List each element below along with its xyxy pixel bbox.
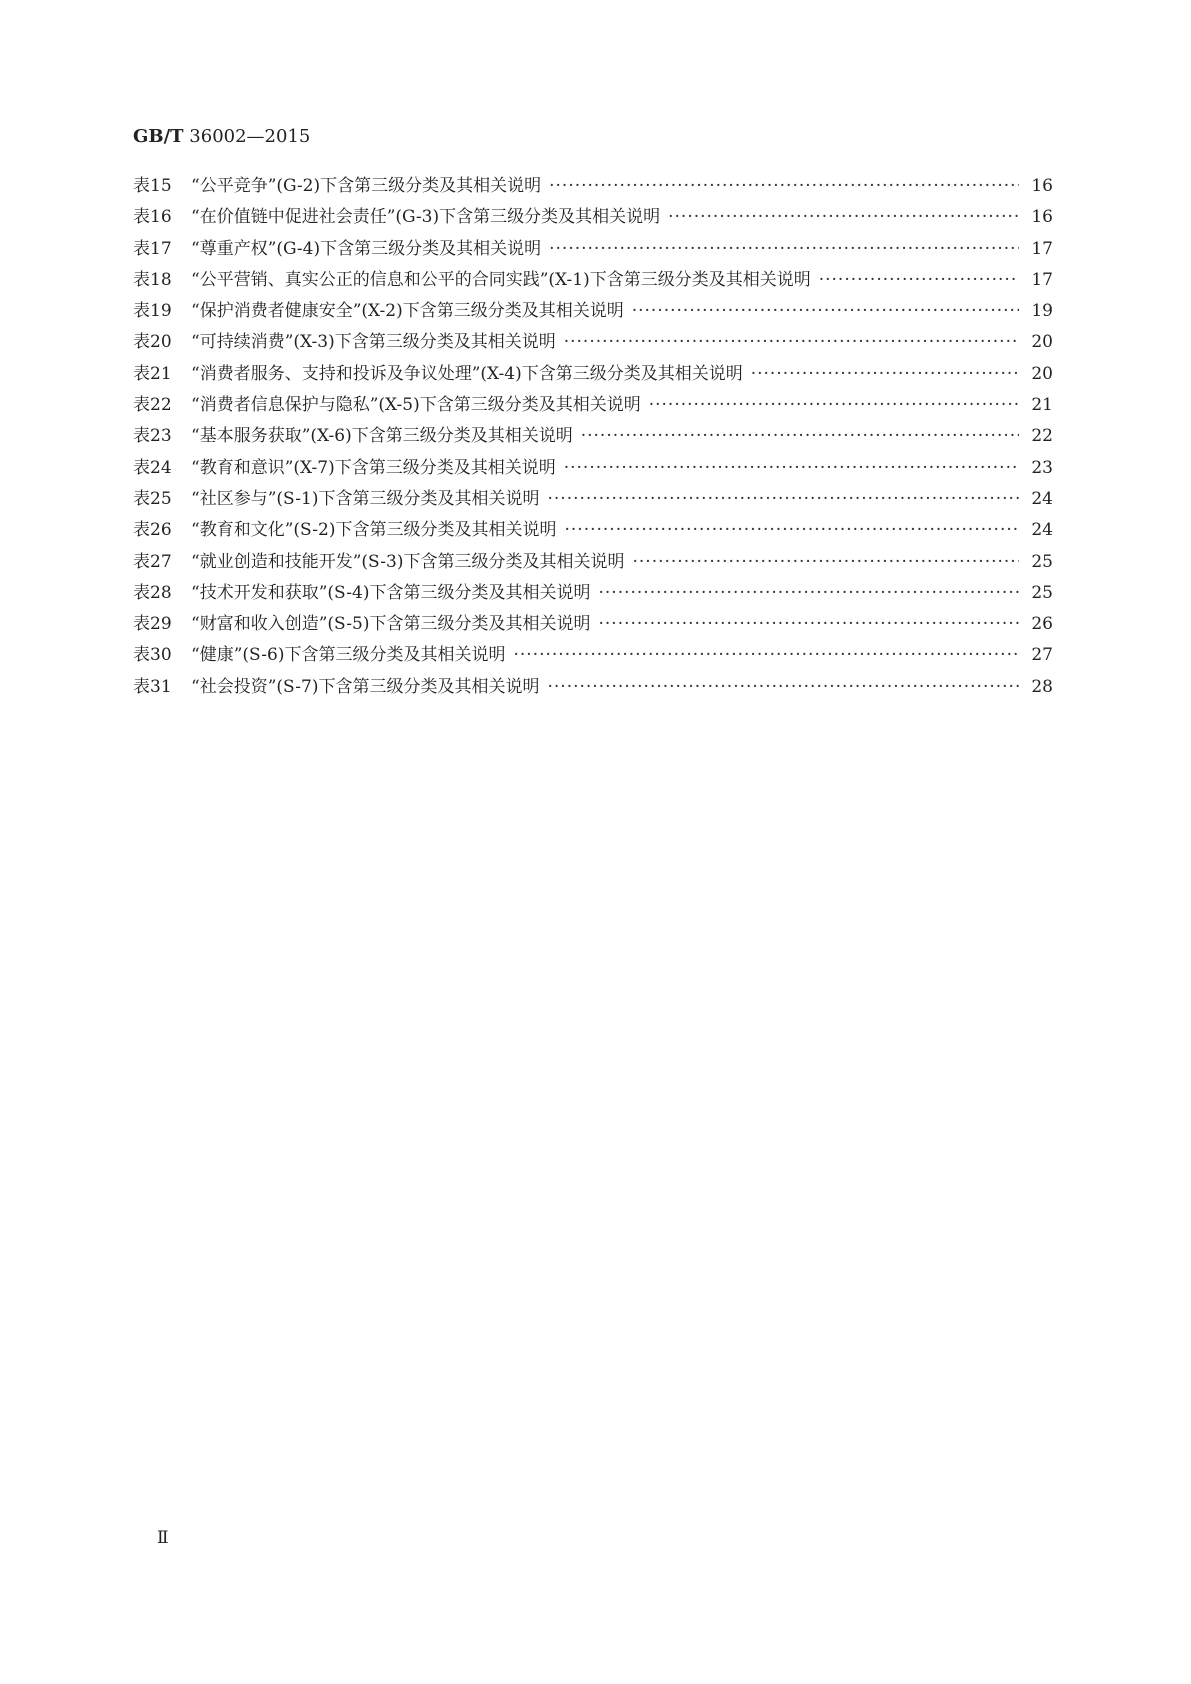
toc-title: “在价值链中促进社会责任”(G-3)下含第三级分类及其相关说明 — [191, 207, 661, 228]
toc-leader-dots — [668, 207, 1019, 227]
toc-page-number: 28 — [1031, 676, 1053, 697]
toc-leader-dots — [632, 301, 1019, 321]
toc-table-number: 表16 — [133, 207, 172, 228]
toc-leader-dots — [564, 332, 1019, 352]
toc-leader-dots — [581, 426, 1019, 446]
toc-leader-dots — [549, 239, 1019, 259]
toc-title: “就业创造和技能开发”(S-3)下含第三级分类及其相关说明 — [191, 551, 625, 572]
toc-table-number: 表22 — [133, 395, 172, 416]
toc-entry[interactable] — [133, 547, 1053, 578]
toc-page-number: 27 — [1031, 645, 1053, 666]
toc-title: “教育和意识”(X-7)下含第三级分类及其相关说明 — [191, 457, 556, 478]
toc-leader-dots — [547, 489, 1019, 509]
toc-leader-dots — [598, 614, 1019, 634]
toc-leader-dots — [564, 458, 1019, 478]
toc-leader-dots — [751, 364, 1019, 384]
toc-entry[interactable] — [133, 484, 1053, 515]
toc-title: “社区参与”(S-1)下含第三级分类及其相关说明 — [191, 488, 540, 509]
toc-page-number: 25 — [1031, 551, 1053, 572]
toc-leader-dots — [549, 176, 1019, 196]
toc-table-number: 表19 — [133, 301, 172, 322]
document-header — [133, 126, 310, 147]
standard-code: GB/T — [133, 126, 184, 147]
toc-table-number: 表24 — [133, 457, 172, 478]
toc-entry[interactable] — [133, 234, 1053, 265]
toc-page-number: 16 — [1031, 207, 1053, 228]
toc-title: “消费者信息保护与隐私”(X-5)下含第三级分类及其相关说明 — [191, 395, 641, 416]
toc-page-number: 23 — [1031, 457, 1053, 478]
toc-page-number: 20 — [1031, 363, 1053, 384]
toc-title: “社会投资”(S-7)下含第三级分类及其相关说明 — [191, 676, 540, 697]
toc-leader-dots — [564, 520, 1019, 540]
toc-table-number: 表18 — [133, 269, 172, 290]
toc-page-number: 16 — [1031, 176, 1053, 196]
page-number: Ⅱ — [157, 1528, 169, 1548]
toc-page-number: 17 — [1031, 269, 1053, 290]
toc-page-number: 22 — [1031, 426, 1053, 447]
toc-entry[interactable] — [133, 265, 1053, 296]
toc-leader-dots — [547, 677, 1019, 697]
toc-table-number: 表15 — [133, 176, 172, 196]
toc-leader-dots — [632, 552, 1019, 572]
toc-entry[interactable] — [133, 359, 1053, 390]
table-of-contents — [133, 171, 1053, 703]
toc-entry[interactable] — [133, 296, 1053, 327]
toc-title: “财富和收入创造”(S-5)下含第三级分类及其相关说明 — [191, 614, 591, 635]
toc-leader-dots — [513, 645, 1019, 665]
toc-title: “公平营销、真实公正的信息和公平的合同实践”(X-1)下含第三级分类及其相关说明 — [191, 269, 811, 290]
toc-title: “教育和文化”(S-2)下含第三级分类及其相关说明 — [191, 520, 557, 541]
toc-entry[interactable] — [133, 578, 1053, 609]
toc-title: “技术开发和获取”(S-4)下含第三级分类及其相关说明 — [191, 582, 591, 603]
toc-leader-dots — [819, 270, 1019, 290]
toc-table-number: 表17 — [133, 238, 172, 259]
toc-table-number: 表26 — [133, 520, 172, 541]
toc-table-number: 表25 — [133, 488, 172, 509]
toc-page-number: 20 — [1031, 332, 1053, 353]
toc-table-number: 表30 — [133, 645, 172, 666]
toc-page-number: 21 — [1031, 395, 1053, 416]
toc-table-number: 表27 — [133, 551, 172, 572]
toc-table-number: 表21 — [133, 363, 172, 384]
toc-page-number: 25 — [1031, 582, 1053, 603]
toc-page-number: 19 — [1031, 301, 1053, 322]
toc-entry[interactable] — [133, 202, 1053, 233]
toc-table-number: 表31 — [133, 676, 172, 697]
toc-table-number: 表29 — [133, 614, 172, 635]
toc-page-number: 24 — [1031, 520, 1053, 541]
toc-leader-dots — [598, 583, 1019, 603]
toc-entry[interactable] — [133, 609, 1053, 640]
toc-page-number: 17 — [1031, 238, 1053, 259]
toc-entry[interactable] — [133, 327, 1053, 358]
standard-number: 36002—2015 — [189, 126, 311, 147]
toc-entry[interactable] — [133, 390, 1053, 421]
toc-title: “尊重产权”(G-4)下含第三级分类及其相关说明 — [191, 238, 542, 259]
toc-entry[interactable] — [133, 453, 1053, 484]
toc-table-number: 表28 — [133, 582, 172, 603]
toc-leader-dots — [649, 395, 1019, 415]
toc-table-number: 表20 — [133, 332, 172, 353]
toc-entry[interactable] — [133, 171, 1053, 202]
toc-entry[interactable] — [133, 672, 1053, 703]
toc-page-number: 24 — [1031, 488, 1053, 509]
toc-entry[interactable] — [133, 421, 1053, 452]
toc-entry[interactable] — [133, 640, 1053, 671]
toc-title: “健康”(S-6)下含第三级分类及其相关说明 — [191, 645, 506, 666]
toc-title: “消费者服务、支持和投诉及争议处理”(X-4)下含第三级分类及其相关说明 — [191, 363, 743, 384]
toc-title: “保护消费者健康安全”(X-2)下含第三级分类及其相关说明 — [191, 301, 624, 322]
toc-entry[interactable] — [133, 515, 1053, 546]
toc-title: “可持续消费”(X-3)下含第三级分类及其相关说明 — [191, 332, 556, 353]
toc-title: “公平竞争”(G-2)下含第三级分类及其相关说明 — [191, 176, 542, 196]
toc-title: “基本服务获取”(X-6)下含第三级分类及其相关说明 — [191, 426, 573, 447]
toc-table-number: 表23 — [133, 426, 172, 447]
toc-page-number: 26 — [1031, 614, 1053, 635]
